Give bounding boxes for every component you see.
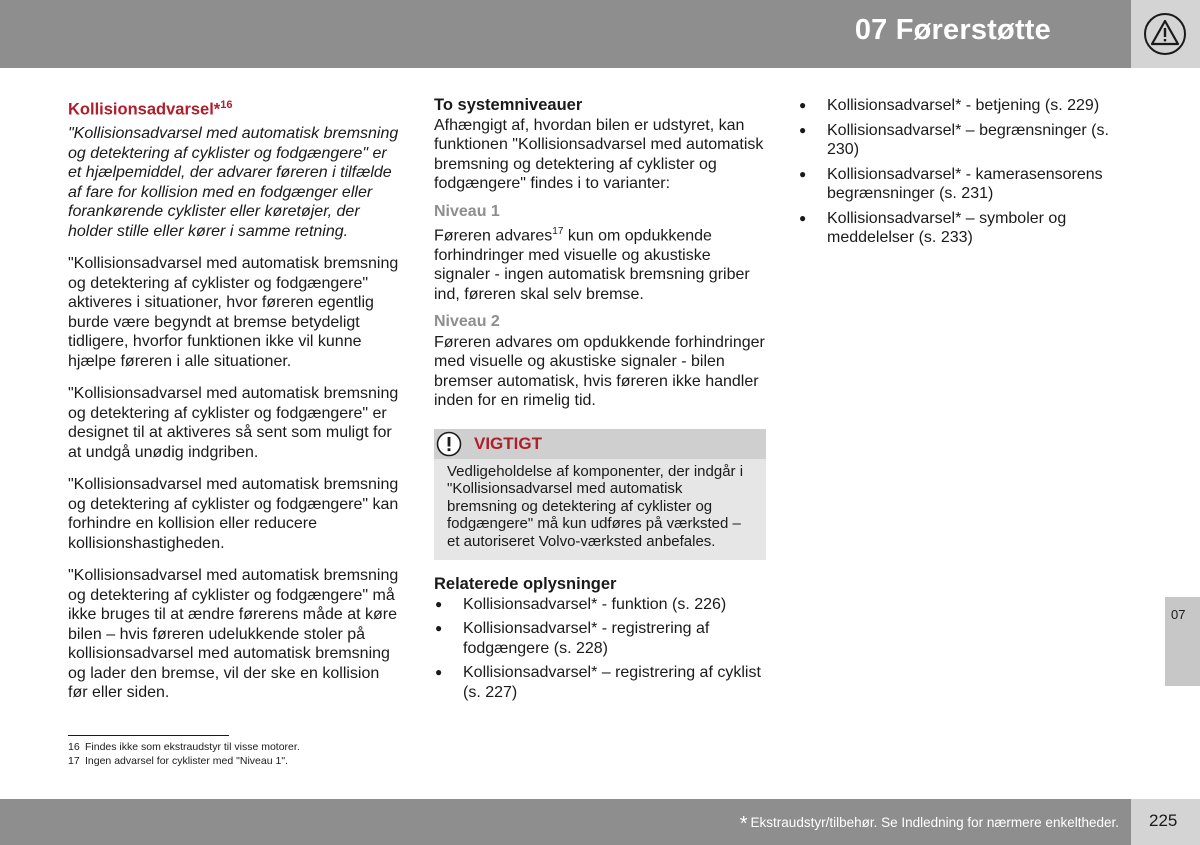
related-link[interactable]: ● Kollisionsadvarsel* - registrering af fodgængere (s. 228): [434, 619, 766, 658]
body-paragraph: "Kollisionsadvarsel med automatisk bremsning og detektering af cyklister og fodgængere" aktiveres i situationer, hvor føreren egentlig burde være begyndt at bremse betydeligt tidligere, hvorfor funktionen ikke vil kunne hjælpe føreren i alle situationer.: [68, 255, 399, 370]
important-text: Vedligeholdelse af komponenter, der indgår i "Kollisionsadvarsel med automatisk bremsning og detektering af cyklister og fodgængere" må kun udføres på værksted – et autoriseret Volvo-værksted anbefales.: [447, 462, 744, 550]
important-label: VIGTIGT: [474, 433, 542, 453]
related-link[interactable]: ● Kollisionsadvarsel* - betjening (s. 229): [798, 96, 1143, 116]
system-levels-heading: To systemniveauer: [434, 96, 583, 114]
chapter-side-tab-label: 07: [1171, 607, 1186, 622]
related-link[interactable]: ● Kollisionsadvarsel* – registrering af cyklist (s. 227): [434, 663, 766, 702]
related-link[interactable]: ● Kollisionsadvarsel* – begrænsninger (s. 230): [798, 121, 1143, 160]
related-link[interactable]: ● Kollisionsadvarsel* – symboler og meddelelser (s. 233): [798, 209, 1143, 248]
body-paragraph: "Kollisionsadvarsel med automatisk bremsning og detektering af cyklister og fodgængere" må ikke bruges til at ændre førerens måde at køre bilen – hvis føreren udelukkende stoler på kollisionsadvarsel med automatisk bremsning og lader den bremse, vil der ske en kollision før eller siden.: [68, 567, 399, 701]
exclamation-circle-icon: [436, 431, 462, 457]
footnotes: [68, 741, 300, 768]
asterisk-symbol: *: [739, 813, 748, 835]
footer-note: * Ekstraudstyr/tilbehør. Se Indledning for nærmere enkeltheder.: [739, 813, 1119, 835]
level-2-heading: Niveau 2: [434, 313, 500, 331]
level-1-heading: Niveau 1: [434, 202, 500, 220]
footnote-ref-17: 17: [552, 226, 564, 237]
body-paragraph: "Kollisionsadvarsel med automatisk bremsning og detektering af cyklister og fodgængere" kan forhindre en kollision eller reducere kollisionshastigheden.: [68, 476, 399, 552]
header-icon-box: [1131, 0, 1200, 68]
related-info-heading: Relaterede oplysninger: [434, 575, 617, 594]
intro-paragraph: "Kollisionsadvarsel med automatisk bremsning og detektering af cyklister og fodgængere" er et hjælpemiddel, der advarer føreren i tilfælde af fare for kollision med en fodgænger eller forankørende cyklister eller køretøjer, der holder stille eller kører i samme retning.: [68, 125, 399, 240]
footer-bar: [0, 799, 1131, 845]
related-link[interactable]: ● Kollisionsadvarsel* - kamerasensorens begrænsninger (s. 231): [798, 165, 1143, 204]
footnote-divider: [68, 735, 229, 736]
column-right: [798, 96, 1143, 248]
chapter-side-tab[interactable]: [1165, 597, 1200, 686]
page-number-box: [1131, 799, 1200, 845]
section-title: Kollisionsadvarsel*$^{16}$: [68, 99, 233, 119]
column-left: [68, 96, 403, 703]
footnote-16: 16 Findes ikke som ekstraudstyr til visse motorer.: [68, 741, 300, 753]
important-notice: [434, 429, 766, 561]
level-1-text: Føreren advares$^{17}$ kun om opdukkende forhindringer med visuelle og akustiske signaler - ingen automatisk bremsning griber ind, føreren skal selv bremse.: [434, 226, 750, 303]
warning-triangle-icon: [1143, 12, 1187, 56]
header-bar: [0, 0, 1131, 68]
chapter-title: 07 Førerstøtte: [854, 14, 1051, 46]
column-middle: [434, 96, 766, 702]
page-number: 225: [1149, 811, 1178, 830]
body-paragraph: "Kollisionsadvarsel med automatisk bremsning og detektering af cyklister og fodgængere" er designet til at aktiveres så sent som muligt for at undgå unødig indgriben.: [68, 385, 399, 461]
important-notice-header: [434, 429, 766, 459]
related-link[interactable]: ● Kollisionsadvarsel* - funktion (s. 226): [434, 595, 766, 615]
footnote-ref-16: 16: [220, 99, 233, 111]
footnote-17: 17 Ingen advarsel for cyklister med "Niveau 1".: [68, 754, 288, 767]
system-levels-intro: Afhængigt af, hvordan bilen er udstyret, kan funktionen "Kollisionsadvarsel med automatisk bremsning og detektering af cyklister og fodgængere" findes i to varianter:: [434, 116, 764, 192]
related-info-list: [434, 595, 766, 703]
related-info-list-continued: [798, 96, 1143, 248]
level-2-text: Føreren advares om opdukkende forhindringer med visuelle og akustiske signaler - bilen bremser automatisk, hvis føreren ikke handler inden for en rimelig tid.: [434, 333, 765, 410]
